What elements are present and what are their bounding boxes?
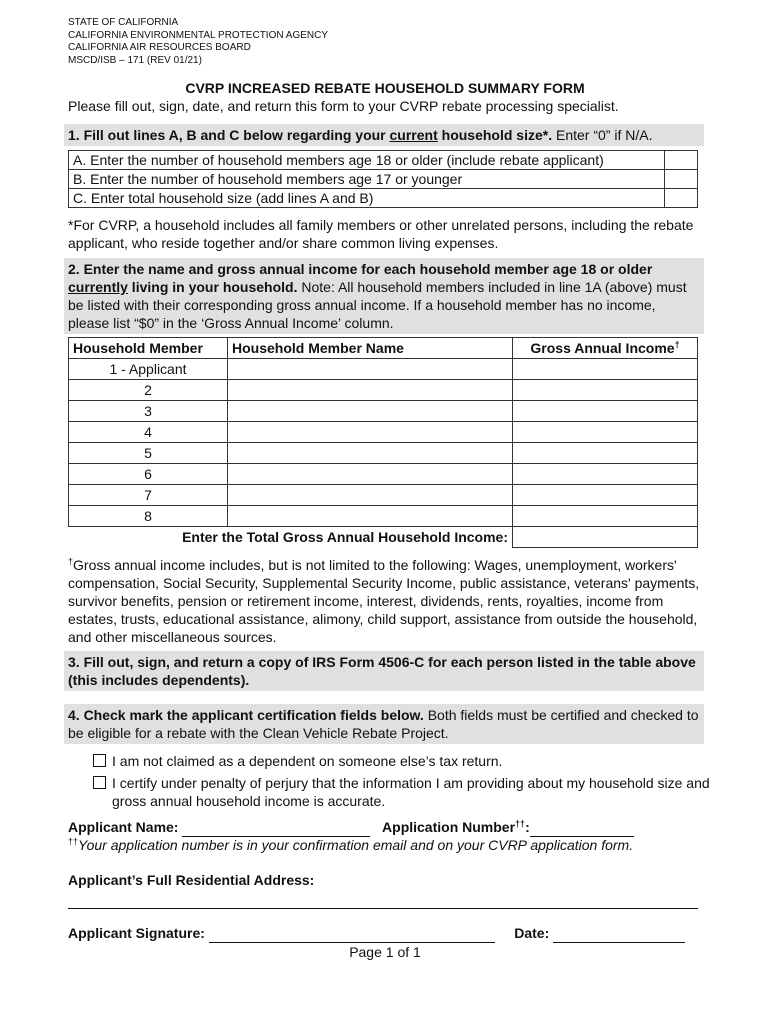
table-row: [69, 151, 698, 170]
address-field[interactable]: [68, 908, 698, 909]
table-row: [69, 359, 698, 380]
col-member-header: Household Member: [69, 338, 228, 359]
row-c-label: C. Enter total household size (add lines A and B): [69, 189, 665, 208]
member-name-cell[interactable]: [228, 359, 513, 380]
section-3-heading: 3. Fill out, sign, and return a copy of IRS Form 4506-C for each person listed in the table above (this includes dependents).: [64, 651, 704, 691]
table-row: [69, 485, 698, 506]
form-title: CVRP INCREASED REBATE HOUSEHOLD SUMMARY FORM: [185, 80, 585, 96]
signature-field[interactable]: [209, 924, 495, 943]
col-name-header: Household Member Name: [228, 338, 513, 359]
section-1-heading: 1. Fill out lines A, B and C below regarding your current household size*. Enter “0” if N/A.: [64, 124, 704, 146]
member-number: 3: [69, 401, 228, 422]
table-row: [69, 464, 698, 485]
member-income-cell[interactable]: [513, 401, 698, 422]
member-number: 4: [69, 422, 228, 443]
applicant-name-field[interactable]: [182, 818, 370, 837]
member-name-cell[interactable]: [228, 443, 513, 464]
table-row: [69, 401, 698, 422]
member-income-cell[interactable]: [513, 422, 698, 443]
member-income-cell[interactable]: [513, 464, 698, 485]
form-number: MSCD/ISB – 171 (REV 01/21): [68, 54, 202, 66]
certification-item-1[interactable]: I am not claimed as a dependent on someone else’s tax return.: [93, 752, 703, 770]
section-2-heading: 2. Enter the name and gross annual income for each household member age 18 or older currently living in your household. Note: All household members included in line 1A (above) must be listed with their corresponding gross annual income. If a household member has no income, please list “$0” in the ‘Gross Annual Income’ column.: [64, 258, 704, 334]
header-line: CALIFORNIA AIR RESOURCES BOARD: [68, 42, 251, 53]
member-income-cell[interactable]: [513, 485, 698, 506]
address-label: Applicant’s Full Residential Address:: [68, 872, 315, 888]
table-row: [69, 170, 698, 189]
member-number: 6: [69, 464, 228, 485]
member-number: 7: [69, 485, 228, 506]
member-number: 8: [69, 506, 228, 527]
row-b-label: B. Enter the number of household members age 17 or younger: [69, 170, 665, 189]
form-intro: Please fill out, sign, date, and return this form to your CVRP rebate processing specialist.: [68, 98, 619, 114]
table-row: [69, 506, 698, 527]
member-number: 5: [69, 443, 228, 464]
row-c-input[interactable]: [665, 189, 698, 208]
application-number-note: ††Your application number is in your confirmation email and on your CVRP application form.: [68, 836, 634, 853]
member-number: 2: [69, 380, 228, 401]
signature-label: Applicant Signature:: [68, 925, 205, 941]
total-row: [69, 527, 698, 548]
total-income-label: Enter the Total Gross Annual Household Income:: [182, 529, 508, 546]
total-income-cell[interactable]: [513, 527, 698, 548]
member-income-cell[interactable]: [513, 359, 698, 380]
date-label: Date:: [514, 925, 550, 941]
col-income-header: Gross Annual Income†: [513, 338, 698, 359]
agency-header: [68, 17, 328, 67]
member-income-cell[interactable]: [513, 506, 698, 527]
page-number: Page 1 of 1: [349, 944, 421, 960]
member-name-cell[interactable]: [228, 380, 513, 401]
household-income-table: [68, 337, 698, 548]
table-row: [69, 443, 698, 464]
member-name-cell[interactable]: [228, 422, 513, 443]
table-row: [69, 380, 698, 401]
table-row: [69, 189, 698, 208]
checkbox[interactable]: [93, 776, 106, 789]
member-income-cell[interactable]: [513, 443, 698, 464]
header-line: CALIFORNIA ENVIRONMENTAL PROTECTION AGENCY: [68, 29, 329, 41]
member-name-cell[interactable]: [228, 464, 513, 485]
applicant-name-label: Applicant Name:: [68, 819, 179, 835]
application-number-label: Application Number††:: [382, 818, 530, 835]
date-field[interactable]: [553, 924, 685, 943]
signature-row: [68, 924, 708, 943]
table-row: [69, 422, 698, 443]
member-name-cell[interactable]: [228, 401, 513, 422]
section-4-heading: 4. Check mark the applicant certification fields below. Both fields must be certified and checked to be eligible for a rebate with the Clean Vehicle Rebate Project.: [64, 704, 704, 744]
member-name-cell[interactable]: [228, 506, 513, 527]
row-a-input[interactable]: [665, 151, 698, 170]
member-name-cell[interactable]: [228, 485, 513, 506]
applicant-name-row: [68, 818, 708, 837]
row-a-label: A. Enter the number of household members age 18 or older (include rebate applicant): [69, 151, 665, 170]
header-line: STATE OF CALIFORNIA: [68, 17, 179, 28]
table-header-row: [69, 338, 698, 359]
application-number-field[interactable]: [530, 818, 634, 837]
member-income-cell[interactable]: [513, 380, 698, 401]
checkbox[interactable]: [93, 754, 106, 767]
member-number: 1 - Applicant: [69, 359, 228, 380]
row-b-input[interactable]: [665, 170, 698, 189]
household-footnote: *For CVRP, a household includes all family members or other unrelated persons, including the rebate applicant, who reside together and/or share common living expenses.: [68, 217, 694, 251]
income-footnote: †Gross annual income includes, but is not limited to the following: Wages, unemployment, workers' compensation, Social Security, Supplemental Security Income, public assistance, veterans' payments, survivor benefits, pension or retirement income, interest, dividends, rents, royalties, income from estates, trusts, educational assistance, alimony, child support, assistance from outside the household, and other miscellaneous sources.: [68, 556, 700, 645]
certification-item-2[interactable]: I certify under penalty of perjury that the information I am providing about my household size and gross annual household income is accurate.: [93, 774, 722, 810]
household-size-table: [68, 150, 698, 208]
